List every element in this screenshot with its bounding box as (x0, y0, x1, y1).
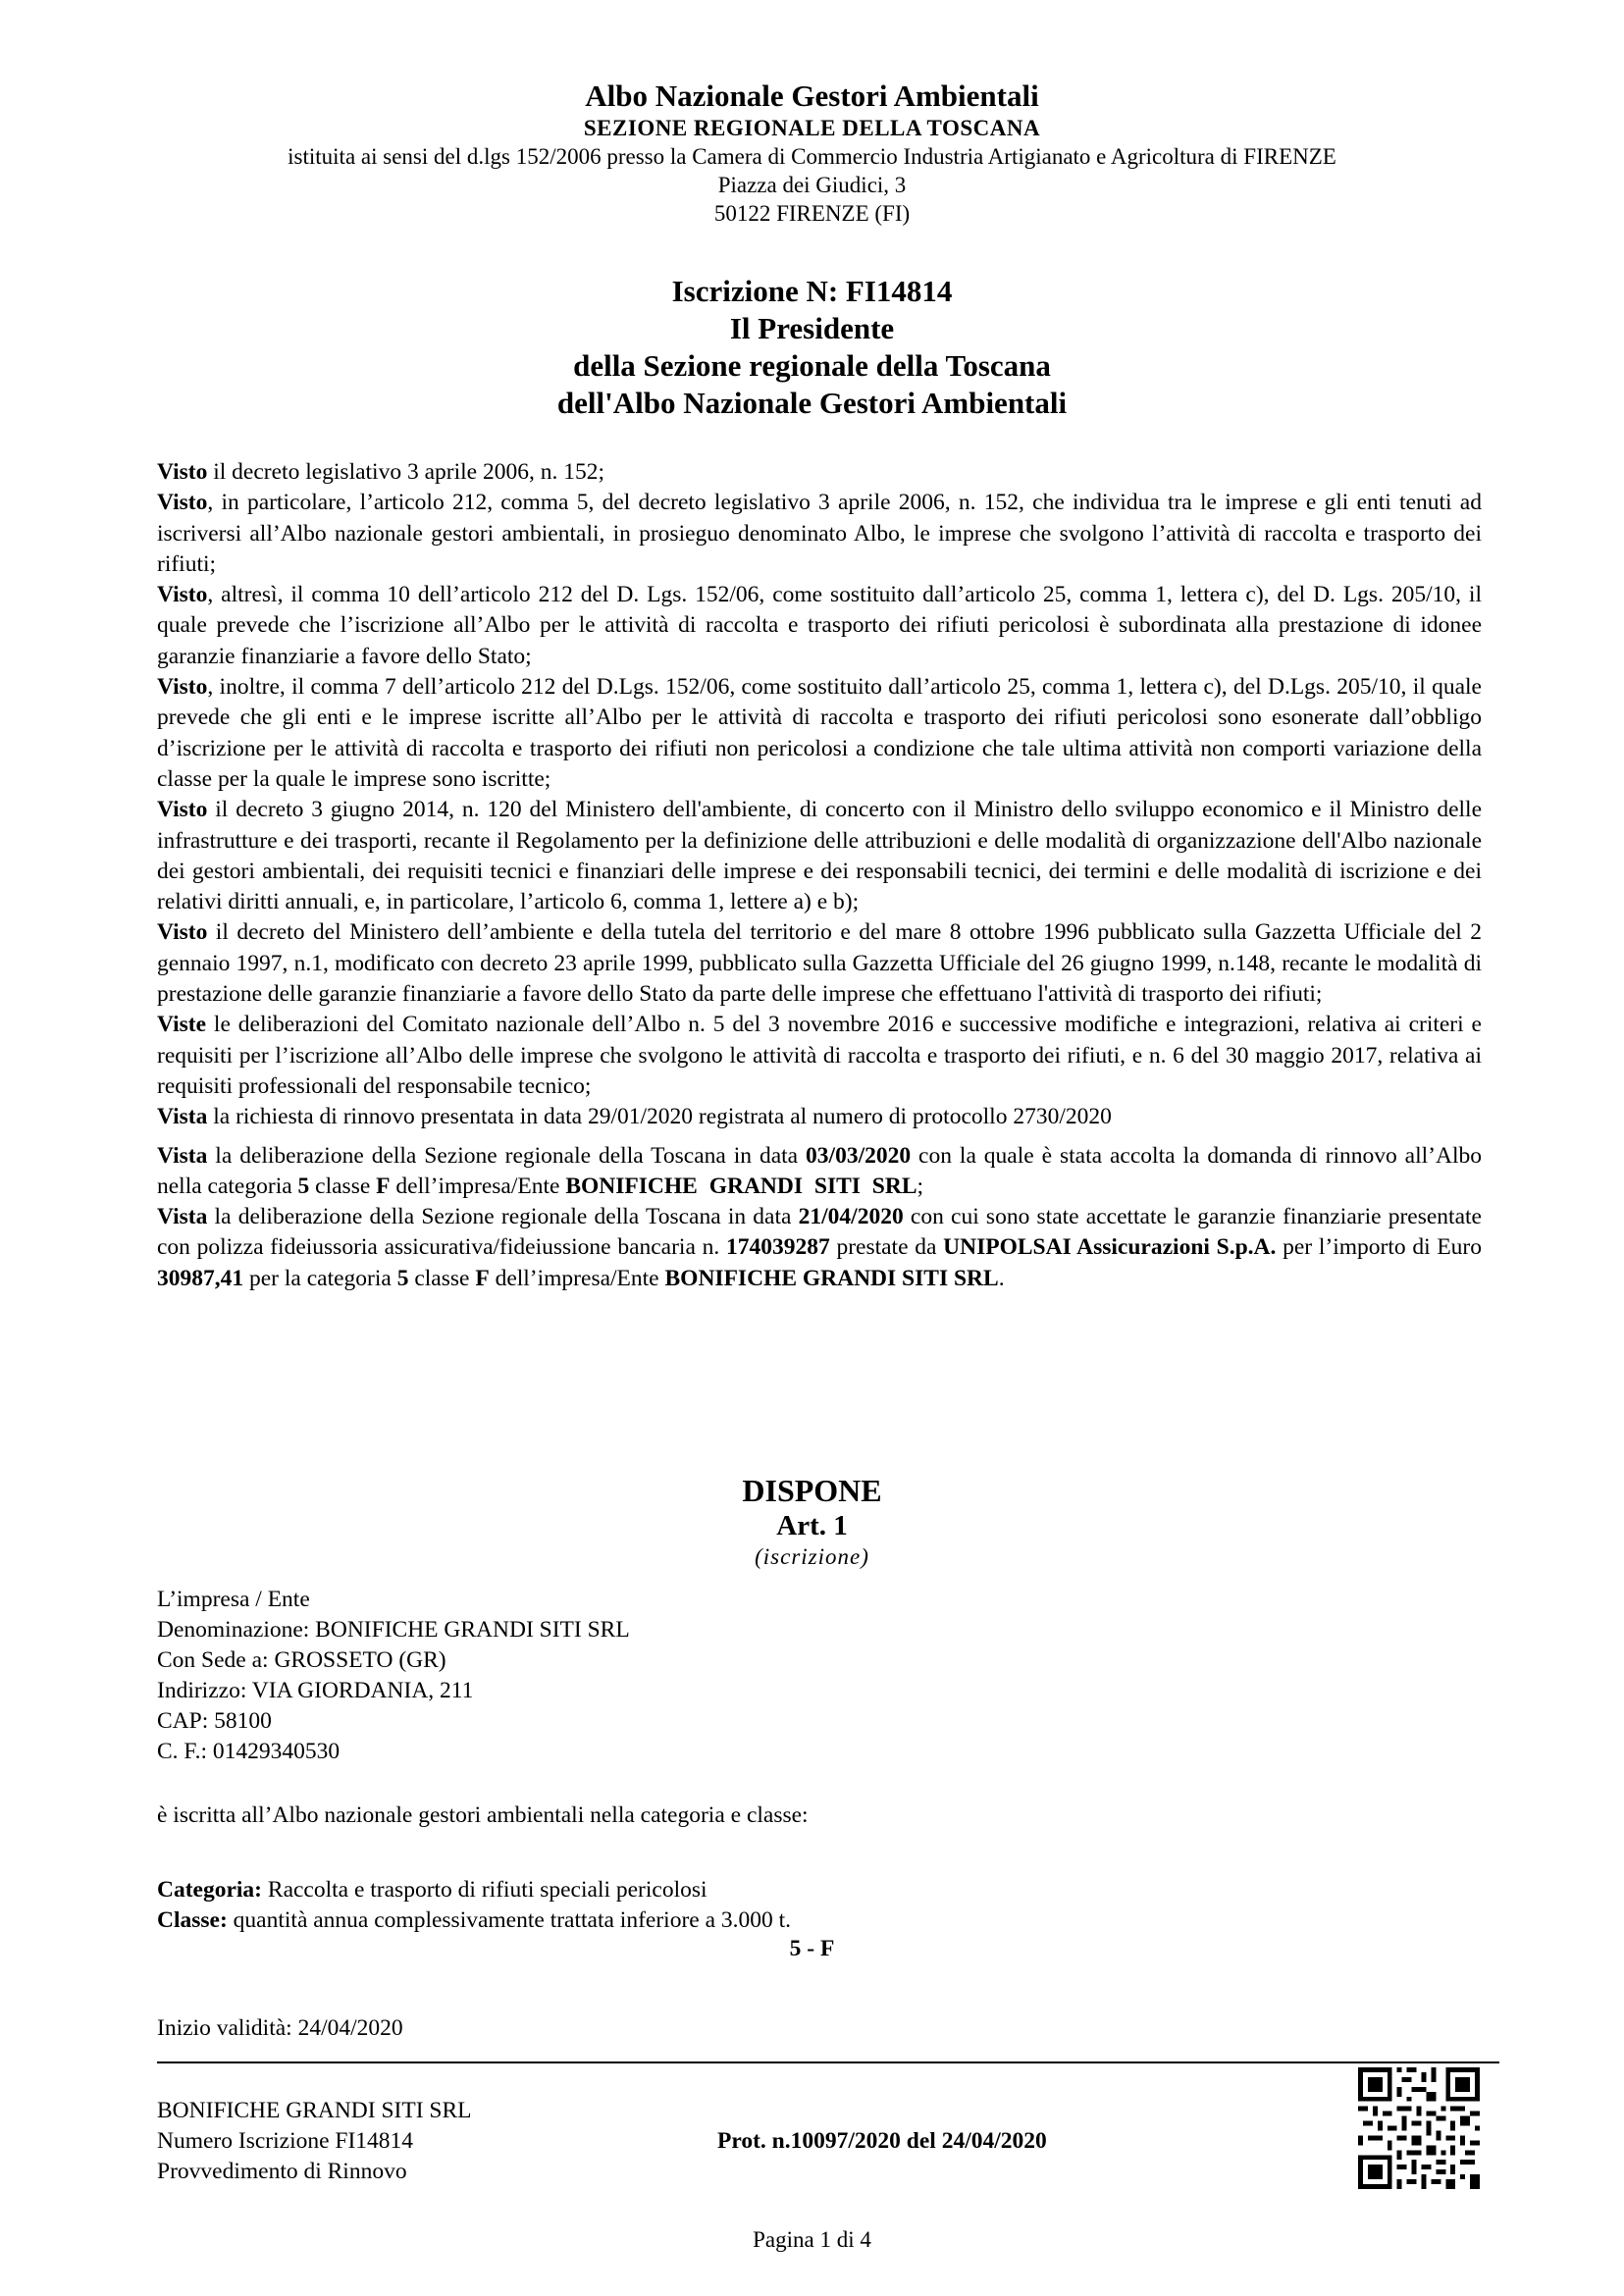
premise-lead: Visto (157, 797, 208, 823)
premise-text: per l’importo di Euro (1276, 1234, 1483, 1261)
premise-text: dell’impresa/Ente (390, 1173, 566, 1199)
article-number: Art. 1 (776, 1510, 848, 1541)
article-subtitle: (iscrizione) (755, 1544, 869, 1569)
firm-name: BONIFICHE GRANDI SITI SRL (664, 1265, 999, 1291)
document-title (0, 273, 1624, 422)
firm-tax-code: C. F.: 01429340530 (157, 1739, 341, 1764)
category-value: Raccolta e trasporto di rifiuti speciali pericolosi (262, 1877, 707, 1903)
premise-text: le deliberazioni del Comitato nazionale dell’Albo n. 5 del 3 novembre 2016 e successive modifiche e integrazioni, relativa ai criteri e requisiti per l’iscrizione all’Albo delle imprese che svolgono le attività di raccolta e trasporto dei rifiuti, e n. 6 del 30 maggio 2017, relativa ai requisiti professionali del responsabile tecnico; (157, 1012, 1482, 1099)
class-label: Classe: (157, 1907, 228, 1933)
validity-start: Inizio validità: 24/04/2020 (157, 2015, 403, 2041)
page-number: Pagina 1 di 4 (753, 2227, 871, 2252)
registration-number: Iscrizione N: FI14814 (671, 274, 953, 308)
class-letter: F (376, 1173, 391, 1199)
premise-text: , in particolare, l’articolo 212, comma 5, del decreto legislativo 3 aprile 2006, n. 152, che individua tra le imprese e gli enti tenuti ad iscriversi all’Albo nazionale gestori ambientali, in prosieguo denominato Albo, le imprese che svolgono l’attività di raccolta e trasporto dei rifiuti; (157, 490, 1482, 577)
premise-text: la richiesta di rinnovo presentata in data 29/01/2020 registrata al numero di protocollo 2730/2020 (207, 1104, 1112, 1130)
premise-text: la deliberazione della Sezione regionale della Toscana in data (207, 1142, 807, 1169)
premise-lead: Visto (157, 674, 208, 701)
firm-address: Indirizzo: VIA GIORDANIA, 211 (157, 1678, 474, 1703)
premise-text: classe (309, 1173, 377, 1199)
firm-label: L’impresa / Ente (157, 1587, 310, 1612)
title-albo: dell'Albo Nazionale Gestori Ambientali (556, 386, 1068, 420)
registration-statement: è iscritta all’Albo nazionale gestori ambientali nella categoria e classe: (157, 1802, 809, 1828)
premise-text: il decreto del Ministero dell’ambiente e della tutela del territorio e del mare 8 ottobre 1996 pubblicato sulla Gazzetta Ufficiale del 2 gennaio 1997, n.1, modificato con decreto 23 aprile 1999, pubblicato sulla Gazzetta Ufficiale del 26 giugno 1999, n.148, recante le modalità di prestazione delle garanzie finanziarie a favore dello Stato da parte delle imprese che effettuano l'attività di trasporto dei rifiuti; (157, 919, 1482, 1008)
footer-divider (157, 2061, 1499, 2063)
premise-9 (157, 1141, 1482, 1203)
premise-text: ; (917, 1173, 924, 1199)
firm-details (157, 1585, 630, 1767)
premise-lead: Visto (157, 490, 208, 516)
premise-10 (157, 1202, 1482, 1294)
guarantee-amount: 30987,41 (157, 1265, 244, 1291)
premise-text: prestate da (829, 1234, 944, 1261)
premise-3 (157, 580, 1482, 672)
premise-lead: Vista (157, 1142, 208, 1169)
firm-cap: CAP: 58100 (157, 1708, 272, 1734)
premise-text: per la categoria (243, 1265, 397, 1291)
policy-number: 174039287 (725, 1234, 830, 1261)
premise-text: dell’impresa/Ente (489, 1265, 665, 1291)
footer-measure: Provvedimento di Rinnovo (157, 2159, 407, 2184)
header-section: SEZIONE REGIONALE DELLA TOSCANA (583, 116, 1041, 140)
premise-6 (157, 917, 1482, 1010)
qr-code-icon (1358, 2067, 1480, 2189)
premise-text: con cui sono state accettate le garanzie finanziarie presentate con polizza fideiussoria assicurativa/fideiussione bancaria n. (157, 1204, 1482, 1261)
title-section: della Sezione regionale della Toscana (573, 348, 1051, 383)
premise-text: la deliberazione della Sezione regionale della Toscana in data (207, 1204, 799, 1230)
premises (157, 457, 1482, 1294)
document-header (0, 78, 1624, 228)
header-city: 50122 FIRENZE (FI) (713, 201, 911, 226)
premise-lead: Vista (157, 1104, 208, 1130)
class-value: quantità annua complessivamente trattata inferiore a 3.000 t. (227, 1907, 792, 1933)
header-address: Piazza dei Giudici, 3 (717, 173, 907, 197)
insurer-name: UNIPOLSAI Assicurazioni S.p.A. (943, 1234, 1277, 1261)
firm-name: BONIFICHE GRANDI SITI SRL (565, 1173, 917, 1199)
premise-2 (157, 488, 1482, 580)
premise-text: . (998, 1265, 1005, 1291)
premise-lead: Vista (157, 1204, 208, 1230)
premise-text: il decreto legislativo 3 aprile 2006, n. 152; (207, 459, 604, 485)
category-number: 5 (396, 1265, 409, 1291)
category-block (157, 1875, 791, 1936)
class-letter: F (475, 1265, 490, 1291)
header-title: Albo Nazionale Gestori Ambientali (585, 78, 1039, 113)
category-class-code: 5 - F (789, 1936, 835, 1961)
premise-5 (157, 795, 1482, 917)
category-line (157, 1875, 791, 1905)
premise-4 (157, 672, 1482, 795)
premise-7 (157, 1010, 1482, 1102)
premise-text: , inoltre, il comma 7 dell’articolo 212 del D.Lgs. 152/06, come sostituito dall’articolo 25, comma 1, lettera c), del D.Lgs. 205/10, il quale prevede che gli enti e le imprese iscritte all’Albo per le attività di raccolta e trasporto dei rifiuti pericolosi sono esonerate dall’obbligo d’iscrizione per le attività di raccolta e trasporto dei rifiuti non pericolosi a condizione che tale ultima attività non comporti variazione della classe per la quale le imprese sono iscritte; (157, 674, 1482, 792)
premise-8 (157, 1102, 1482, 1132)
premise-lead: Visto (157, 459, 208, 485)
footer-firm: BONIFICHE GRANDI SITI SRL (157, 2098, 472, 2123)
premise-lead: Visto (157, 919, 208, 946)
premise-lead: Visto (157, 582, 208, 608)
premise-lead: Viste (157, 1012, 207, 1038)
dispone-heading (0, 1472, 1624, 1572)
dispone-title: DISPONE (742, 1473, 882, 1508)
deliberation-date: 21/04/2020 (798, 1204, 904, 1230)
header-institution: istituita ai sensi del d.lgs 152/2006 presso la Camera di Commercio Industria Artigianato e Agricoltura di FIRENZE (288, 144, 1336, 169)
premise-text: , altresì, il comma 10 dell’articolo 212 del D. Lgs. 152/06, come sostituito dall’articolo 25, comma 1, lettera c), del D. Lgs. 205/10, il quale prevede che l’iscrizione all’Albo per le attività di raccolta e trasporto dei rifiuti pericolosi è subordinata alla prestazione di idonee garanzie finanziarie a favore dello Stato; (157, 582, 1482, 669)
premise-text: classe (408, 1265, 476, 1291)
firm-denomination: Denominazione: BONIFICHE GRANDI SITI SRL (157, 1617, 630, 1643)
category-number: 5 (297, 1173, 310, 1199)
footer-registration: Numero Iscrizione FI14814 (157, 2128, 414, 2154)
category-label: Categoria: (157, 1877, 263, 1903)
class-line (157, 1905, 791, 1936)
title-president: Il Presidente (729, 311, 895, 345)
footer-info (157, 2096, 472, 2187)
protocol-number: Prot. n.10097/2020 del 24/04/2020 (717, 2128, 1047, 2154)
deliberation-date: 03/03/2020 (806, 1142, 912, 1169)
premise-text: il decreto 3 giugno 2014, n. 120 del Ministero dell'ambiente, di concerto con il Ministro dello sviluppo economico e il Ministro delle infrastrutture e dei trasporti, recante il Regolamento per la definizione delle attribuzioni e delle modalità di organizzazione dell'Albo nazionale dei gestori ambientali, dei requisiti tecnici e finanziari delle imprese e dei responsabili tecnici, dei termini e delle modalità di iscrizione e dei relativi diritti annuali, e, in particolare, l’articolo 6, comma 1, lettere a) e b); (157, 797, 1482, 915)
firm-seat: Con Sede a: GROSSETO (GR) (157, 1647, 446, 1673)
premise-1 (157, 457, 1482, 488)
premise-text: con la quale è stata accolta la domanda di rinnovo all’Albo nella categoria (157, 1142, 1482, 1199)
